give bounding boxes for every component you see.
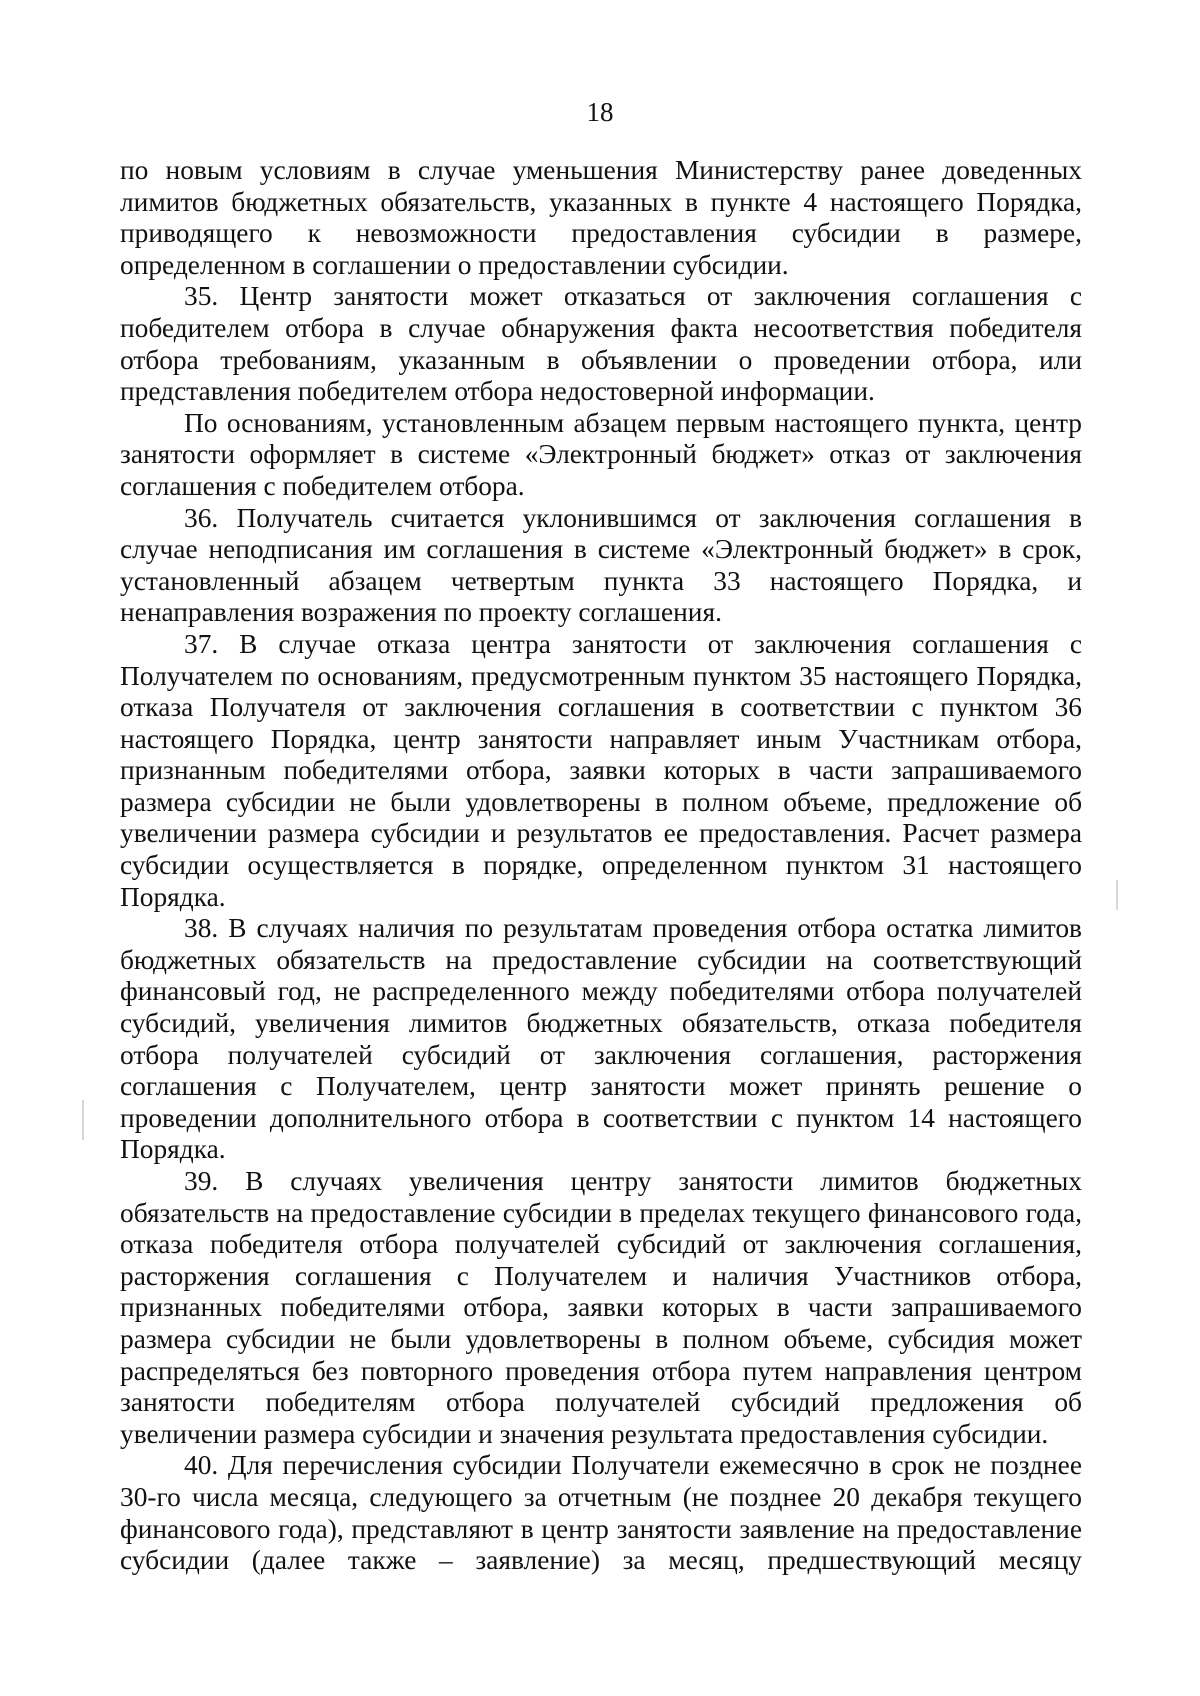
paragraph-40: 40. Для перечисления субсидии Получатели ежемесячно в срок не позднее 30-го числа месяца, следующего за отчетным (не позднее 20 декабря текущего финансового года), представляют в центр занятости заявление на предоставление субсидии (далее также – заявление) за месяц, предшествующий месяцу [120,1450,1082,1576]
paragraph-35: 35. Центр занятости может отказаться от заключения соглашения с победителем отбора в случае обнаружения факта несоответствия победителя отбора требованиям, указанным в объявлении о проведении отбора, или представления победителем отбора недостоверной информации. [120,281,1082,407]
scan-mark-left [82,1100,84,1140]
paragraph-39: 39. В случаях увеличения центру занятости лимитов бюджетных обязательств на предоставление субсидии в пределах текущего финансового года, отказа победителя отбора получателей субсидий от заключения соглашения, расторжения соглашения с Получателем и наличия Участников отбора, признанных победителями отбора, заявки которых в части запрашиваемого размера субсидии не были удовлетворены в полном объеме, субсидия может распределяться без повторного проведения отбора путем направления центром занятости победителям отбора получателей субсидий предложения об увеличении размера субсидии и значения результата предоставления субсидии. [120,1166,1082,1449]
scan-mark-right [1116,880,1118,910]
paragraph-38: 38. В случаях наличия по результатам проведения отбора остатка лимитов бюджетных обязательств на предоставление субсидии на соответствующий финансовый год, не распределенного между победителями отбора получателей субсидий, увеличения лимитов бюджетных обязательств, отказа победителя отбора получателей субсидий от заключения соглашения, расторжения соглашения с Получателем, центр занятости может принять решение о проведении дополнительного отбора в соответствии с пунктом 14 настоящего Порядка. [120,913,1082,1165]
page-number: 18 [586,97,614,127]
document-body [120,155,1082,1577]
paragraph-36: 36. Получатель считается уклонившимся от заключения соглашения в случае неподписания им соглашения в системе «Электронный бюджет» в срок, установленный абзацем четвертым пункта 33 настоящего Порядка, и ненаправления возражения по проекту соглашения. [120,502,1082,628]
paragraph-37: 37. В случае отказа центра занятости от заключения соглашения с Получателем по основаниям, предусмотренным пунктом 35 настоящего Порядка, отказа Получателя от заключения соглашения в соответствии с пунктом 36 настоящего Порядка, центр занятости направляет иным Участникам отбора, признанным победителями отбора, заявки которых в части запрашиваемого размера субсидии не были удовлетворены в полном объеме, предложение об увеличении размера субсидии и результатов ее предоставления. Расчет размера субсидии осуществляется в порядке, определенном пунктом 31 настоящего Порядка. [120,628,1082,912]
paragraph-continuation: по новым условиям в случае уменьшения Министерству ранее доведенных лимитов бюджетных обязательств, указанных в пункте 4 настоящего Порядка, приводящего к невозможности предоставления субсидии в размере, определенном в соглашении о предоставлении субсидии. [120,155,1082,280]
paragraph-35-second-abzac: По основаниям, установленным абзацем первым настоящего пункта, центр занятости оформляет в системе «Электронный бюджет» отказ от заключения соглашения с победителем отбора. [120,407,1082,501]
